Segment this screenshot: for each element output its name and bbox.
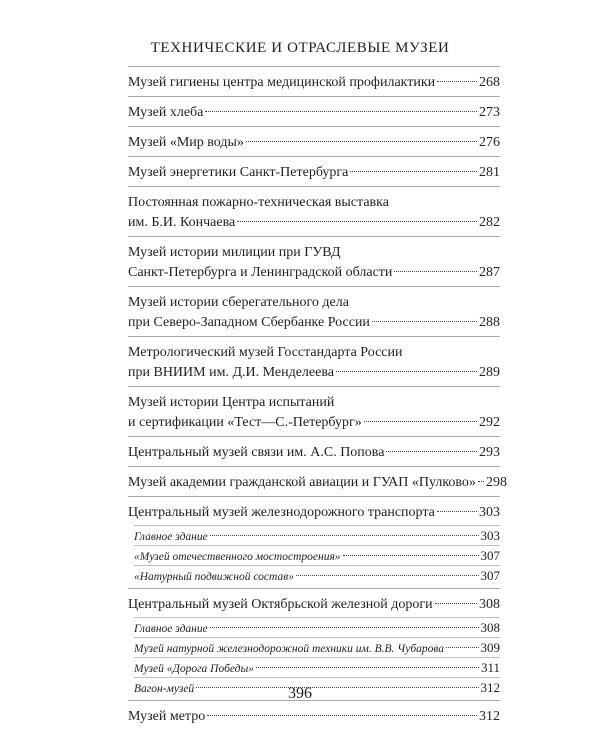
toc-subentry-title: Музей натурной железнодорожной техники им. В.В. Чубарова xyxy=(134,643,445,655)
toc-entry-title: при Северо-Западном Сбербанке России xyxy=(128,315,370,330)
entry-separator xyxy=(128,286,500,287)
toc-entry[interactable] xyxy=(128,443,500,463)
toc-entry[interactable] xyxy=(128,503,500,585)
toc-page-number: 281 xyxy=(479,165,500,180)
toc-entry-title: Музей академии гражданской авиации и ГУАП «Пулково» xyxy=(128,475,476,490)
toc-entry-title: Музей истории милиции при ГУВД xyxy=(128,245,341,260)
toc-page-number: 312 xyxy=(480,680,500,695)
subentry-separator xyxy=(134,617,500,618)
toc-entry[interactable] xyxy=(128,163,500,183)
entry-separator xyxy=(128,186,500,187)
toc-entry[interactable] xyxy=(128,243,500,283)
toc-page-number: 308 xyxy=(479,597,500,612)
dot-leader xyxy=(256,667,479,668)
toc-page-number: 293 xyxy=(479,445,500,460)
toc-entry-title: им. Б.И. Кончаева xyxy=(128,215,236,230)
toc-entry[interactable] xyxy=(128,73,500,93)
toc-entry-title: Центральный музей Октябрьской железной дороги xyxy=(128,597,433,612)
toc-page-number: 298 xyxy=(485,475,507,490)
dot-leader xyxy=(372,321,477,322)
toc-entry-title: Музей метро xyxy=(128,709,206,724)
toc-page-number: 303 xyxy=(480,528,500,543)
toc-page-number: 273 xyxy=(479,105,500,120)
toc-entry-title: Метрологический музей Госстандарта России xyxy=(128,345,403,360)
toc-page-number: 312 xyxy=(479,709,500,724)
toc-page-number: 289 xyxy=(479,365,500,380)
toc-entry[interactable] xyxy=(128,293,500,333)
dot-leader xyxy=(394,271,477,272)
toc-subentry-title: «Музей отечественного мостостроения» xyxy=(134,551,341,563)
dot-leader xyxy=(210,627,479,628)
table-of-contents xyxy=(128,66,507,727)
toc-page-number: 276 xyxy=(479,135,500,150)
toc-entry-title: Центральный музей связи им. А.С. Попова xyxy=(128,445,385,460)
toc-subentry-title: Музей «Дорога Победы» xyxy=(134,663,255,675)
dot-leader xyxy=(210,535,479,536)
toc-entry[interactable] xyxy=(128,133,500,153)
entry-separator xyxy=(128,96,500,97)
toc-subentry-title: «Натурный подвижной состав» xyxy=(134,571,294,583)
entry-separator xyxy=(128,588,500,589)
dot-leader xyxy=(343,555,479,556)
toc-page-number: 311 xyxy=(480,660,500,675)
entry-separator xyxy=(128,496,500,497)
toc-entry[interactable] xyxy=(128,473,507,493)
toc-entry-title: Музей хлеба xyxy=(128,105,204,120)
entry-separator xyxy=(128,436,500,437)
dot-leader xyxy=(435,603,477,604)
toc-subentry-title: Главное здание xyxy=(134,623,208,635)
dot-leader xyxy=(478,481,484,482)
toc-entry[interactable] xyxy=(128,595,500,697)
toc-page-number: 303 xyxy=(479,505,500,520)
toc-entry-title: Музей истории Центра испытаний xyxy=(128,395,335,410)
toc-page-number: 287 xyxy=(479,265,500,280)
toc-entry-title: Санкт-Петербурга и Ленинградской области xyxy=(128,265,393,280)
toc-entry-title: Постоянная пожарно-техническая выставка xyxy=(128,195,389,210)
entry-separator xyxy=(128,156,500,157)
toc-subentry-title: Главное здание xyxy=(134,531,208,543)
entry-separator xyxy=(128,236,500,237)
toc-page-number: 307 xyxy=(480,548,500,563)
toc-entry-title: Музей истории сберегательного дела xyxy=(128,295,349,310)
toc-entry-title: при ВНИИМ им. Д.И. Менделеева xyxy=(128,365,334,380)
dot-leader xyxy=(437,81,477,82)
dot-leader xyxy=(364,421,477,422)
toc-entry[interactable] xyxy=(128,393,500,433)
toc-page-number: 307 xyxy=(480,568,500,583)
toc-subentry[interactable] xyxy=(128,567,500,585)
toc-entry[interactable] xyxy=(128,343,500,383)
toc-entry[interactable] xyxy=(128,103,500,123)
toc-subentry[interactable] xyxy=(128,659,500,677)
dot-leader xyxy=(386,451,477,452)
toc-entry-title: Музей «Мир воды» xyxy=(128,135,244,150)
toc-subentries xyxy=(128,525,500,585)
toc-entry-title: и сертификации «Тест—С.-Петербург» xyxy=(128,415,362,430)
dot-leader xyxy=(237,221,477,222)
dot-leader xyxy=(205,111,477,112)
toc-page-number: 308 xyxy=(480,620,500,635)
dot-leader xyxy=(350,171,477,172)
toc-entry-title: Центральный музей железнодорожного транспорта xyxy=(128,505,435,520)
toc-page-number: 292 xyxy=(479,415,500,430)
entry-separator xyxy=(128,386,500,387)
dot-leader xyxy=(437,511,477,512)
dot-leader xyxy=(207,715,477,716)
toc-subentry[interactable] xyxy=(128,527,500,545)
entry-separator xyxy=(128,466,500,467)
toc-subentry-title: Вагон-музей xyxy=(134,683,195,695)
entry-separator xyxy=(128,336,500,337)
dot-leader xyxy=(296,575,479,576)
dot-leader xyxy=(246,141,477,142)
section-heading: ТЕХНИЧЕСКИЕ И ОТРАСЛЕВЫЕ МУЗЕИ xyxy=(150,40,450,56)
entry-separator xyxy=(128,126,500,127)
toc-entry-title: Музей гигиены центра медицинской профилактики xyxy=(128,75,436,90)
dot-leader xyxy=(446,647,478,648)
toc-entry[interactable] xyxy=(128,707,500,727)
toc-page-number: 309 xyxy=(480,640,500,655)
toc-subentry[interactable] xyxy=(128,639,500,657)
toc-page-number: 268 xyxy=(479,75,500,90)
toc-entry[interactable] xyxy=(128,193,500,233)
toc-page-number: 282 xyxy=(479,215,500,230)
toc-subentry[interactable] xyxy=(128,619,500,637)
page-number: 396 xyxy=(288,685,312,702)
entry-separator xyxy=(128,66,500,67)
subentry-separator xyxy=(134,525,500,526)
dot-leader xyxy=(336,371,477,372)
toc-page-number: 288 xyxy=(479,315,500,330)
toc-subentry[interactable] xyxy=(128,547,500,565)
toc-entry-title: Музей энергетики Санкт-Петербурга xyxy=(128,165,349,180)
